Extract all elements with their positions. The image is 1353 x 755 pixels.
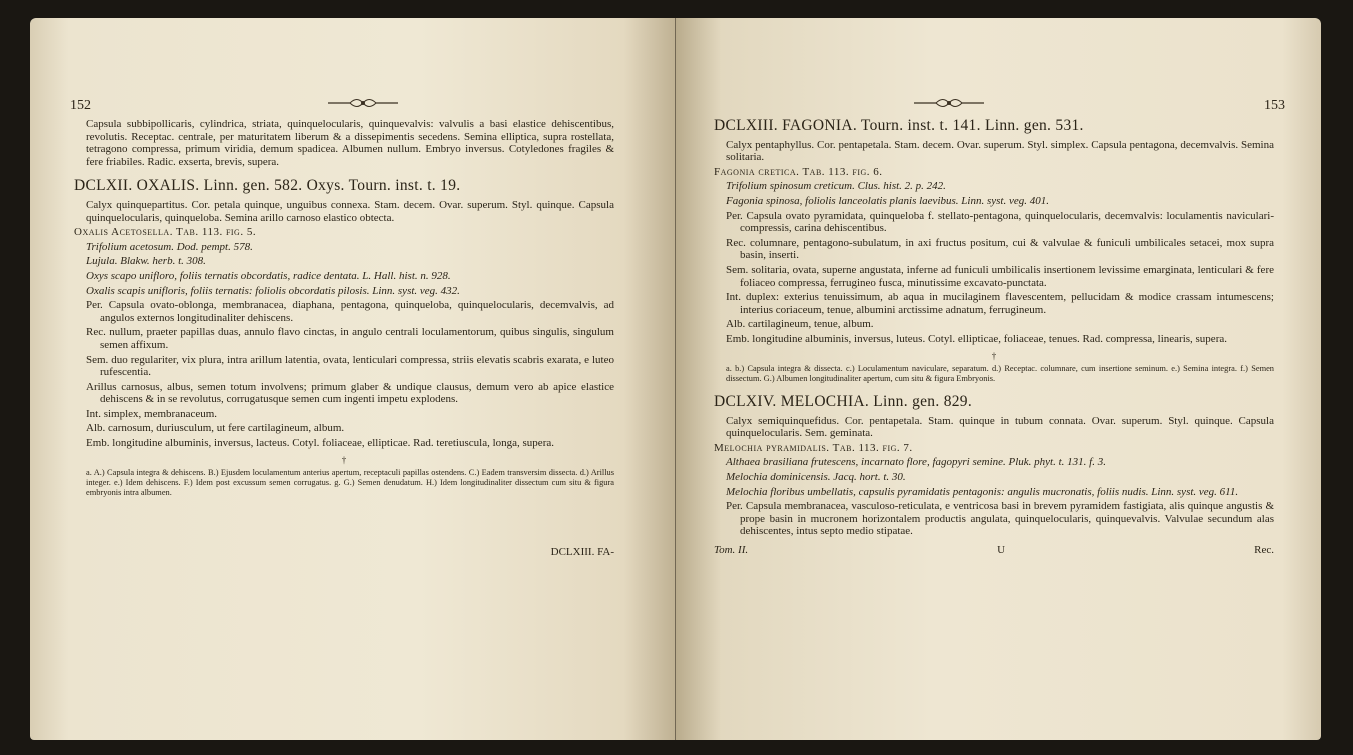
- right-page: [676, 18, 1321, 740]
- synonym: Trifolium spinosum creticum. Clus. hist. 2. p. 242.: [726, 180, 946, 193]
- left-page-text: [74, 118, 614, 559]
- right-page-text: [714, 116, 1274, 557]
- synonym: Oxys scapo unifloro, foliis ternatis obcordatis, radice dentata. L. Hall. hist. n. 928.: [86, 269, 451, 282]
- head-ornament-icon: [914, 96, 984, 110]
- genus-description: Calyx semiquinquefidus. Cor. pentapetala. Stam. quinque in tubum connata. Ovar. superum. Styl. quinque. Capsula quinquelocularis. Sem. geminata.: [726, 414, 1274, 440]
- species-name: Melochia pyramidalis. Tab. 113. fig. 7.: [714, 441, 913, 454]
- synonym: Melochia dominicensis. Jacq. hort. t. 30.: [726, 471, 906, 484]
- notes-divider-icon: †: [991, 350, 997, 361]
- catchword: DCLXIII. FA-: [550, 546, 614, 559]
- genus-description: Calyx quinquepartitus. Cor. petala quinque, unguibus connexa. Stam. decem. Ovar. superum. Styl. quinque. Capsula quinquelocularis, quinqueloba. Semina arillo carnoso elastico obtecta.: [86, 198, 614, 224]
- genus-heading-oxalis: DCLXII. OXALIS. Linn. gen. 582. Oxys. Tourn. inst. t. 19.: [74, 177, 461, 195]
- synonym: Althaea brasiliana frutescens, incarnato flore, fagopyri semine. Pluk. phyt. t. 131. f. 3.: [726, 456, 1106, 469]
- part-description: Per. Capsula membranacea, vasculoso-reticulata, e ventricosa basi in brevem pyramidem fastigiata, alis quinque angustis & prope basin in mucronem horizontalem productis angulata, quinquelocularis, quinquevalvis. Valvulae secundum alas dehiscentes, intus septo medio stipatae.: [726, 500, 1274, 538]
- synonym: Trifolium acetosum. Dod. pempt. 578.: [86, 240, 253, 253]
- figure-notes: a. A.) Capsula integra & dehiscens. B.) Ejusdem loculamentum anterius apertum, receptaculi papillas ostendens. C.) Eadem transversim dissecta. d.) Arillus integer. e.) Idem dehiscens. F.) Idem post excussum semen corrugatus. g. G.) Semen denudatum. H.) Idem longitudinaliter dissectum cum situ & figura embryonis intra albumen.: [86, 468, 614, 498]
- synonym: Lujula. Blakw. herb. t. 308.: [86, 255, 206, 268]
- part-description: Alb. carnosum, duriusculum, ut fere cartilagineum, album.: [86, 422, 345, 435]
- catchword: Rec.: [1254, 544, 1274, 557]
- left-page: [30, 18, 675, 740]
- part-description: Rec. nullum, praeter papillas duas, annulo flavo cinctas, in angulo centrali loculamentorum, quibus singulis, singulum semen affixum.: [86, 326, 614, 351]
- page-footer: [714, 544, 1274, 557]
- species-name: Oxalis Acetosella. Tab. 113. fig. 5.: [74, 226, 257, 239]
- part-description: Emb. longitudine albuminis, inversus, luteus. Cotyl. ellipticae, foliaceae, tenues. Rad. compressa, linearis, supera.: [726, 332, 1227, 345]
- figure-notes: a. b.) Capsula integra & dissecta. c.) Loculamentum naviculare, separatum. d.) Receptac. columnare, cum insertione seminum. e.) Semina integra. f.) Semen dissectum. G.) Albumen longitudinaliter apertum, cum situ & figura Embryonis.: [726, 364, 1274, 384]
- synonym: Oxalis scapis unifloris, foliis ternatis: foliolis obcordatis pilosis. Linn. syst. veg. 432.: [86, 284, 460, 297]
- genus-description: Calyx pentaphyllus. Cor. pentapetala. Stam. decem. Ovar. superum. Styl. simplex. Capsula pentagona, decemvalvis. Semina solitaria.: [726, 138, 1274, 164]
- intro-paragraph: Capsula subbipollicaris, cylindrica, striata, quinquelocularis, quinquevalvis: valvulis a basi elastice dehiscentibus, revolutis. Receptac. centrale, per maturitatem liberum & a dissepimentis secedens. Semina elliptica, supra rostellata, tetragono compressa, primum viridia, demum spadicea. Albumen nullum. Embryo inversus. Cotyledones fragiles & fere friabiles. Radic. exserta, brevis, supera.: [86, 118, 614, 168]
- left-page-number: 152: [70, 98, 91, 113]
- genus-heading-melochia: DCLXIV. MELOCHIA. Linn. gen. 829.: [714, 393, 973, 411]
- part-description: Int. duplex: exterius tenuissimum, ab aqua in mucilaginem flavescentem, pellucidam & modice crassam intumescens; interius coriaceum, tenue, albumini arctissime adnatum, ferrugineum.: [726, 291, 1274, 316]
- part-description: Per. Capsula ovato pyramidata, quinqueloba f. stellato-pentagona, quinquelocularis, decemvalvis: loculamentis naviculari-compressis, carina dehiscentibus.: [726, 209, 1274, 235]
- volume-label: Tom. II.: [714, 544, 749, 557]
- synonym: Melochia floribus umbellatis, capsulis pyramidatis pentagonis: angulis mucronatis, foliis nudis. Linn. syst. veg. 611.: [726, 485, 1239, 498]
- part-description: Int. simplex, membranaceum.: [86, 407, 218, 420]
- head-ornament-icon: [328, 96, 398, 110]
- part-description: Alb. cartilagineum, tenue, album.: [726, 318, 874, 331]
- part-description: Per. Capsula ovato-oblonga, membranacea, diaphana, pentagona, quinqueloba, quinquelocularis, decemvalvis, ad angulos externos longitudinaliter dehiscens.: [86, 299, 614, 324]
- genus-heading-fagonia: DCLXIII. FAGONIA. Tourn. inst. t. 141. Linn. gen. 531.: [714, 117, 1084, 134]
- notes-divider-icon: †: [341, 454, 347, 465]
- part-description: Arillus carnosus, albus, semen totum involvens; primum glaber & undique clausus, demum vero ab apice elastice dehiscens & in se revolutus, corrugatusque semen cum ingenti impetu explodens.: [86, 380, 614, 406]
- part-description: Sem. duo regulariter, vix plura, intra arillum latentia, ovata, lenticulari compressa, striis elevatis scabris exarata, e luteo rufescentia.: [86, 353, 614, 379]
- part-description: Emb. longitudine albuminis, inversus, lacteus. Cotyl. foliaceae, ellipticae. Rad. teretiuscula, longa, supera.: [86, 437, 554, 450]
- signature-mark: U: [997, 544, 1006, 557]
- part-description: Sem. solitaria, ovata, superne angustata, inferne ad funiculi umbilicalis insertionem levissime emarginata, lenticulari & fere foliaceo compressa, ferrugineo fusca, minutissime excavato-punctata.: [726, 263, 1274, 289]
- right-page-number: 153: [1264, 98, 1285, 113]
- synonym: Fagonia spinosa, foliolis lanceolatis planis laevibus. Linn. syst. veg. 401.: [726, 194, 1049, 207]
- species-name: Fagonia cretica. Tab. 113. fig. 6.: [714, 165, 883, 178]
- part-description: Rec. columnare, pentagono-subulatum, in axi fructus positum, cui & valvulae & funiculi umbilicales setacei, mox supra basin, inserti.: [726, 236, 1274, 262]
